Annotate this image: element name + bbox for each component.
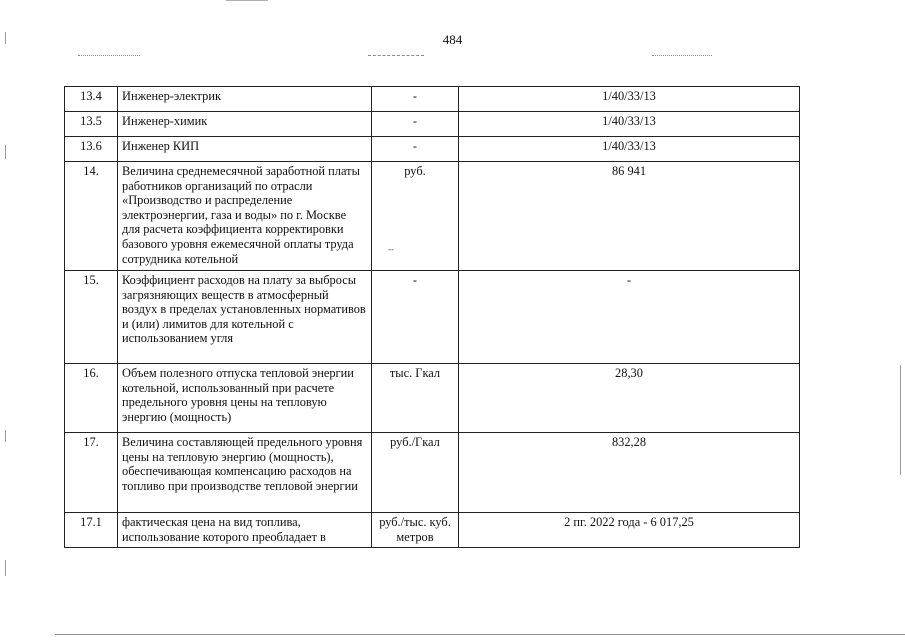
scan-stray-mark: -- <box>388 243 394 254</box>
scan-edge-mark <box>5 32 6 44</box>
scan-artifact-top <box>226 0 268 1</box>
page-number: 484 <box>442 32 463 47</box>
row-value: 86 941 <box>459 162 800 271</box>
row-unit: - <box>372 137 459 162</box>
row-unit: тыс. Гкал <box>372 364 459 433</box>
row-number: 13.5 <box>65 112 118 137</box>
scan-artifact-bottom <box>55 634 905 635</box>
row-name: Коэффициент расходов на плату за выбросы загрязняющих веществ в атмосферный воздух в пределах установленных нормативов и (или) лимитов для котельной с использованием угля <box>118 271 372 364</box>
row-name: фактическая цена на вид топлива, использование которого преобладает в <box>118 513 372 548</box>
row-name: Инженер КИП <box>118 137 372 162</box>
row-unit: руб./Гкал <box>372 433 459 513</box>
row-value: 1/40/33/13 <box>459 137 800 162</box>
table-row <box>65 162 800 271</box>
scan-edge-mark <box>900 365 901 475</box>
row-name: Величина составляющей предельного уровня цены на тепловую энергию (мощность), обеспечивающая компенсацию расходов на топливо при производстве тепловой энергии <box>118 433 372 513</box>
row-value: 2 пг. 2022 года - 6 017,25 <box>459 513 800 548</box>
row-unit: - <box>372 87 459 112</box>
scan-artifact-left <box>78 55 140 57</box>
table-row <box>65 87 800 112</box>
row-number: 14. <box>65 162 118 271</box>
scan-edge-mark <box>5 430 6 442</box>
row-name: Величина среднемесячной заработной платы работников организаций по отрасли «Производство и распределение электроэнергии, газа и воды» по г. Москве для расчета коэффициента корректировки базового уровня ежемесячной оплаты труда сотрудника котельной <box>118 162 372 271</box>
table-row <box>65 271 800 364</box>
row-unit: руб./тыс. куб. метров <box>372 513 459 548</box>
row-number: 17.1 <box>65 513 118 548</box>
row-unit: - <box>372 271 459 364</box>
table-body <box>65 87 800 548</box>
table-row <box>65 513 800 548</box>
table-row <box>65 137 800 162</box>
table-row <box>65 112 800 137</box>
row-value: 1/40/33/13 <box>459 112 800 137</box>
row-number: 15. <box>65 271 118 364</box>
scan-artifact-right <box>652 55 712 57</box>
tariff-table <box>64 86 800 548</box>
scan-artifact-center <box>368 55 424 57</box>
table-row <box>65 364 800 433</box>
row-value: 832,28 <box>459 433 800 513</box>
table-row <box>65 433 800 513</box>
row-value: 28,30 <box>459 364 800 433</box>
row-number: 16. <box>65 364 118 433</box>
row-value: - <box>459 271 800 364</box>
row-number: 17. <box>65 433 118 513</box>
scan-edge-mark <box>5 145 6 159</box>
row-value: 1/40/33/13 <box>459 87 800 112</box>
row-unit: - <box>372 112 459 137</box>
row-number: 13.6 <box>65 137 118 162</box>
row-name: Инженер-электрик <box>118 87 372 112</box>
scan-edge-mark <box>5 560 6 576</box>
row-name: Объем полезного отпуска тепловой энергии котельной, использованный при расчете предельного уровня цены на тепловую энергию (мощность) <box>118 364 372 433</box>
row-name: Инженер-химик <box>118 112 372 137</box>
row-number: 13.4 <box>65 87 118 112</box>
row-unit-text: руб. <box>404 164 426 178</box>
row-unit <box>372 162 459 271</box>
